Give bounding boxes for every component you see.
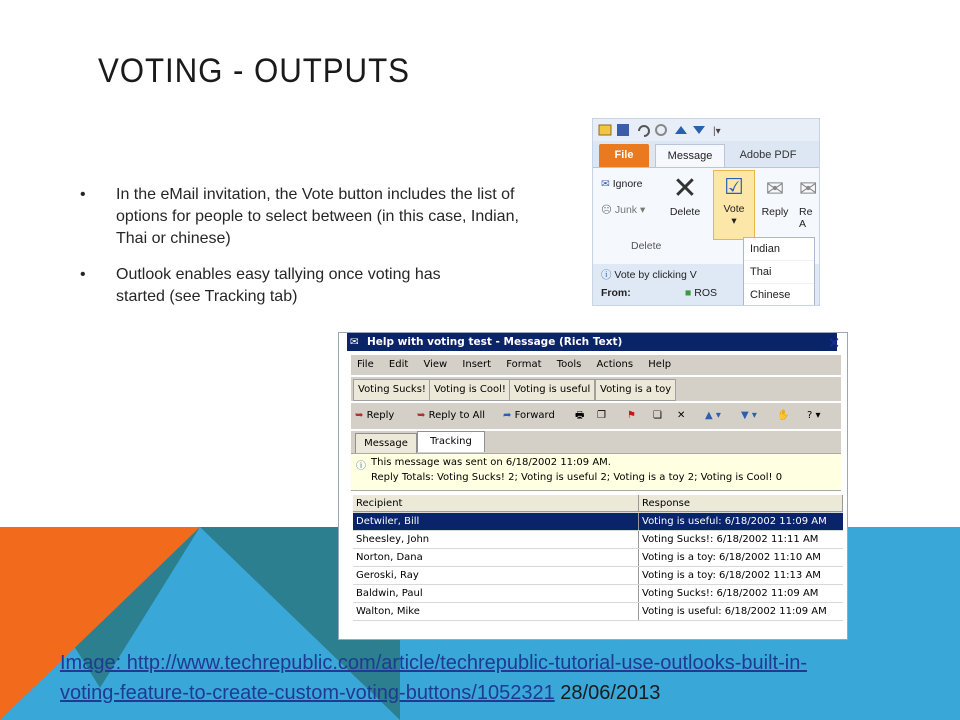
- tab-message[interactable]: Message: [655, 144, 725, 168]
- info-icon: ⓘ: [601, 269, 612, 281]
- forward-label: Forward: [514, 410, 555, 421]
- tab-tracking[interactable]: Tracking: [417, 431, 485, 452]
- copy-icon[interactable]: ❐: [597, 410, 606, 421]
- response-cell: Voting is a toy: 6/18/2002 11:13 AM: [642, 570, 821, 581]
- menu-bar: [351, 355, 841, 375]
- reply-all-label: Reply to All: [428, 410, 486, 421]
- tab-message[interactable]: Message: [355, 433, 417, 455]
- response-cell: Voting is useful: 6/18/2002 11:09 AM: [642, 516, 827, 527]
- source-link[interactable]: Image: http://www.techrepublic.com/article/techrepublic-tutorial-use-outlooks-built-in-voting-feature-to-create-custom-voting-buttons/1052321: [60, 652, 807, 704]
- bullet-list: [80, 184, 520, 322]
- down-arrow-icon: [693, 126, 705, 134]
- reply-label: Reply: [761, 206, 789, 218]
- reply-all-button[interactable]: [417, 406, 485, 426]
- vote-options-menu: [743, 237, 815, 306]
- delete-label: Delete: [669, 206, 701, 218]
- vote-hint-text: Vote by clicking V: [614, 269, 697, 281]
- delete-icon[interactable]: ✕: [677, 410, 686, 421]
- recipient-cell: Sheesley, John: [353, 531, 639, 548]
- menu-insert[interactable]: Insert: [462, 359, 492, 370]
- ignore-label: Ignore: [612, 178, 643, 190]
- bullet-text: Outlook enables easy tallying once voting has started (see Tracking tab): [116, 266, 441, 305]
- menu-edit[interactable]: Edit: [388, 359, 409, 370]
- vote-button-toy[interactable]: Voting is a toy: [595, 379, 676, 401]
- ribbon-tabs: [593, 141, 819, 167]
- menu-view[interactable]: View: [423, 359, 448, 370]
- table-header: [353, 495, 843, 513]
- close-icon[interactable]: ✕: [827, 334, 841, 352]
- window-titlebar: [347, 333, 837, 351]
- vote-button-sucks[interactable]: Voting Sucks!: [353, 379, 431, 401]
- forward-button[interactable]: [503, 406, 555, 426]
- image-credit: [60, 648, 860, 708]
- info-totals-line: Reply Totals: Voting Sucks! 2; Voting is useful 2; Voting is a toy 2; Voting is Cool! 0: [371, 472, 783, 483]
- customize-icon: |▾: [713, 126, 721, 137]
- vote-icon: ☑: [724, 174, 744, 199]
- vote-button[interactable]: [713, 170, 755, 240]
- menu-help[interactable]: Help: [648, 359, 672, 370]
- reply-button[interactable]: [757, 172, 793, 218]
- junk-label: Junk: [614, 204, 638, 216]
- info-icon: ⓘ: [356, 461, 366, 472]
- bullet-text: In the eMail invitation, the Vote button includes the list of options for people to select between (in this case, Indian, Thai or chinese): [116, 186, 519, 247]
- save-icon: [617, 124, 629, 136]
- chevron-down-icon: ▾: [731, 215, 737, 227]
- standard-toolbar: [351, 403, 841, 429]
- junk-icon: ☹: [601, 204, 612, 216]
- menu-format[interactable]: Format: [506, 359, 542, 370]
- message-tabs: [351, 431, 841, 453]
- menu-tools[interactable]: Tools: [556, 359, 582, 370]
- forward-icon: ➦: [503, 410, 512, 421]
- previous-item-icon[interactable]: ▲ ▾: [705, 410, 721, 421]
- from-label: From:: [601, 287, 631, 299]
- table-row[interactable]: [353, 549, 843, 567]
- vote-label: Vote: [723, 203, 745, 215]
- bullet-item: [80, 264, 490, 308]
- response-cell: Voting Sucks!: 6/18/2002 11:11 AM: [642, 534, 819, 545]
- table-row[interactable]: [353, 531, 843, 549]
- response-cell: Voting is useful: 6/18/2002 11:09 AM: [642, 606, 827, 617]
- vote-infobar: [601, 267, 697, 282]
- voting-buttons-bar: [351, 377, 841, 401]
- envelope-icon: ✉: [350, 336, 359, 348]
- undo-icon: [639, 126, 649, 136]
- reply-all-icon: ✉: [799, 176, 818, 201]
- ignore-button[interactable]: [601, 178, 643, 190]
- reply-icon: ✉: [765, 176, 785, 201]
- help-icon[interactable]: ? ▾: [807, 410, 821, 421]
- vote-option-chinese[interactable]: Chinese: [744, 284, 814, 306]
- delete-icon: ✕: [672, 172, 698, 205]
- from-value: [685, 287, 717, 299]
- reply-all-label: Re: [799, 206, 813, 218]
- column-recipient[interactable]: Recipient: [353, 495, 639, 512]
- reply-all-label-line2: A: [799, 218, 807, 230]
- vote-option-indian[interactable]: Indian: [744, 238, 814, 261]
- vote-button-cool[interactable]: Voting is Cool!: [429, 379, 511, 401]
- table-row[interactable]: [353, 567, 843, 585]
- recipient-cell: Baldwin, Paul: [353, 585, 639, 602]
- tracking-table: [353, 495, 843, 621]
- reply-all-button[interactable]: [799, 172, 820, 230]
- reply-all-icon: ➥: [417, 410, 426, 421]
- reply-icon: ➥: [355, 410, 364, 421]
- next-item-icon[interactable]: ▼ ▾: [741, 410, 757, 421]
- recipient-cell: Detwiler, Bill: [353, 513, 639, 530]
- slide-title: VOTING - OUTPUTS: [98, 52, 410, 90]
- reply-label: Reply: [366, 410, 395, 421]
- group-label-delete: Delete: [631, 240, 662, 252]
- vote-button-useful[interactable]: Voting is useful: [509, 379, 595, 401]
- bullet-dot: •: [80, 186, 86, 203]
- credit-date: 28/06/2013: [560, 682, 661, 704]
- recipient-cell: Geroski, Ray: [353, 567, 639, 584]
- menu-file[interactable]: File: [357, 359, 374, 370]
- response-cell: Voting Sucks!: 6/18/2002 11:09 AM: [642, 588, 819, 599]
- column-response[interactable]: Response: [639, 495, 843, 512]
- menu-actions[interactable]: Actions: [596, 359, 634, 370]
- up-arrow-icon: [675, 126, 687, 134]
- info-sent-line: This message was sent on 6/18/2002 11:09 AM.: [371, 457, 611, 468]
- table-row[interactable]: [353, 603, 843, 621]
- delete-button[interactable]: [665, 172, 705, 218]
- recipient-cell: Walton, Mike: [353, 603, 639, 620]
- table-row[interactable]: [353, 585, 843, 603]
- table-row[interactable]: [353, 513, 843, 531]
- recipient-cell: Norton, Dana: [353, 549, 639, 566]
- window-title: Help with voting test - Message (Rich Text): [367, 336, 623, 348]
- ribbon-screenshot: [592, 118, 820, 306]
- response-cell: Voting is a toy: 6/18/2002 11:10 AM: [642, 552, 821, 563]
- from-value-text: ROS: [694, 287, 718, 299]
- quick-access-toolbar: [593, 119, 819, 141]
- presence-icon: ■: [685, 287, 692, 299]
- move-icon[interactable]: ❏: [653, 410, 662, 421]
- flag-icon[interactable]: ⚑: [627, 410, 636, 421]
- tracking-info-bar: [351, 453, 841, 491]
- address-book-icon[interactable]: ✋: [777, 410, 790, 421]
- quick-access-icons: [593, 119, 819, 141]
- bullet-dot: •: [80, 266, 86, 283]
- tab-adobe-pdf[interactable]: Adobe PDF: [739, 149, 797, 161]
- ignore-icon: ✉: [601, 178, 610, 190]
- reply-button[interactable]: [355, 406, 394, 426]
- tab-file[interactable]: File: [599, 144, 649, 167]
- mail-icon: [599, 125, 611, 135]
- redo-icon: [656, 125, 666, 135]
- bullet-item: [80, 184, 520, 250]
- junk-button[interactable]: ☹ Junk ▾: [601, 204, 646, 216]
- print-icon[interactable]: 🖶: [575, 410, 585, 421]
- outlook-window: [338, 332, 848, 640]
- vote-option-thai[interactable]: Thai: [744, 261, 814, 284]
